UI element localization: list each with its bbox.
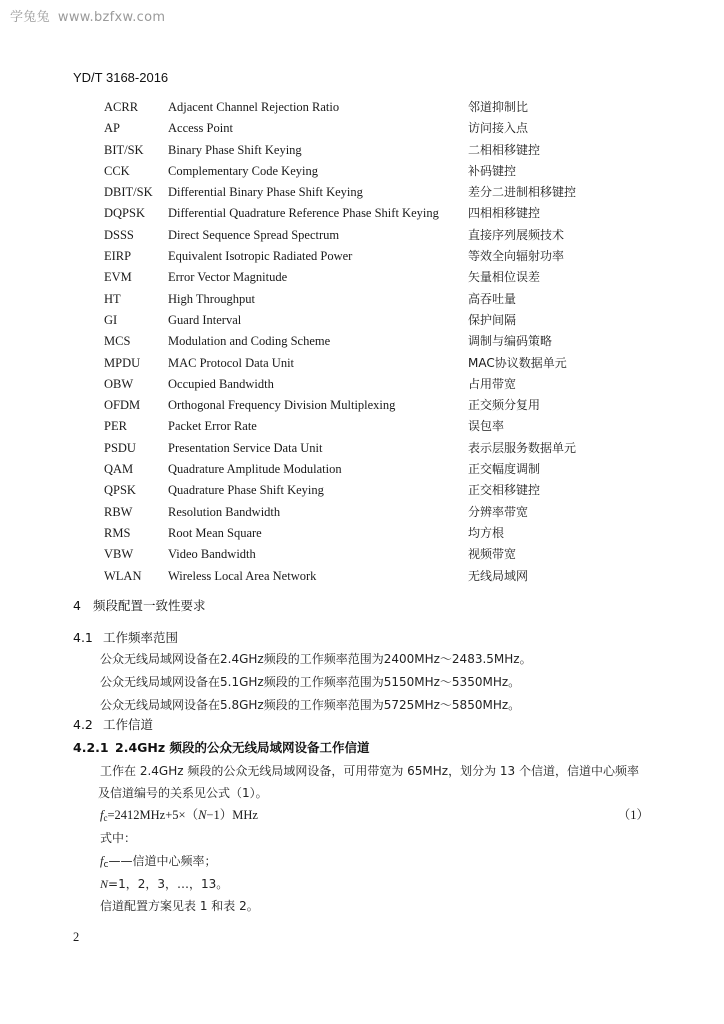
fc-symbol: f [100,854,104,868]
abbreviation-code: ACRR [104,100,139,114]
abbreviation-row [0,353,724,374]
frequency-range-line: 公众无线局域网设备在5.8GHz频段的工作频率范围为5725MHz～5850MHz。 [100,698,521,712]
abbreviation-row [0,395,724,416]
abbreviation-row [0,544,724,565]
abbreviation-code: DQPSK [104,206,145,221]
abbreviation-code: GI [104,312,118,327]
abbreviation-chinese: 补码键控 [468,163,517,178]
section-4-2-1-heading [73,738,370,756]
abbreviation-row [0,161,724,182]
abbreviation-row [0,140,724,161]
abbreviation-chinese: MAC协议数据单元 [468,355,567,370]
abbreviation-row [0,502,724,523]
abbreviation-code: CCK [104,163,130,178]
abbreviation-row [0,246,724,267]
abbreviation-english: Resolution Bandwidth [168,504,281,519]
abbreviation-code: DSSS [104,227,134,242]
watermark [10,6,165,25]
paragraph-line: 工作在 2.4GHz 频段的公众无线局域网设备，可用带宽为 65MHz，划分为 13 个信道，信道中心频率 [100,764,639,778]
page-number: 2 [73,930,80,944]
abbreviation-chinese: 占用带宽 [468,376,517,391]
section-title: 频段配置一致性要求 [93,598,206,613]
abbreviation-row [0,267,724,288]
formula-f: f [100,808,104,822]
abbreviation-code: PER [104,419,127,434]
abbreviation-code: AP [104,121,120,136]
abbreviation-english: Wireless Local Area Network [168,568,317,583]
abbreviation-english: Quadrature Amplitude Modulation [168,462,342,477]
abbreviation-chinese: 无线局域网 [468,568,529,583]
abbreviation-chinese: 分辨率带宽 [468,504,529,519]
formula-part: −1）MHz [206,808,258,822]
abbreviation-row [0,182,724,203]
abbreviation-code: DBIT/SK [104,185,153,200]
abbreviation-row [0,289,724,310]
abbreviation-english: Presentation Service Data Unit [168,440,323,455]
abbreviation-english: Quadrature Phase Shift Keying [168,483,324,498]
formula-subscript: c [103,813,108,823]
abbreviation-chinese: 正交频分复用 [468,398,541,413]
section-title: 工作信道 [103,717,154,732]
abbreviation-code: WLAN [104,568,142,583]
equation-number: （1） [617,808,649,822]
frequency-range-line: 公众无线局域网设备在2.4GHz频段的工作频率范围为2400MHz～2483.5MHz。 [100,652,532,666]
document-code-header: YD/T 3168-2016 [73,70,169,85]
abbreviation-row [0,310,724,331]
fc-subscript: c [103,860,109,870]
abbreviation-row [0,225,724,246]
abbreviation-row [0,374,724,395]
abbreviation-english: Video Bandwidth [168,547,256,562]
section-number: 4 [73,598,81,613]
abbreviation-row [0,566,724,587]
watermark-brand: 学兔兔 [10,10,50,25]
abbreviation-english: Direct Sequence Spread Spectrum [168,227,340,242]
abbreviation-code: EIRP [104,249,132,264]
watermark-url: www.bzfxw.com [57,10,166,25]
abbreviation-row [0,438,724,459]
abbreviation-row [0,331,724,352]
abbreviation-row [0,523,724,544]
abbreviation-english: High Throughput [168,291,255,306]
abbreviation-chinese: 保护间隔 [468,312,517,327]
abbreviation-code: RBW [104,504,133,519]
abbreviation-chinese: 均方根 [468,525,505,540]
channel-paragraph [100,760,650,804]
abbreviation-english: Error Vector Magnitude [168,270,288,285]
abbreviation-chinese: 调制与编码策略 [468,334,553,349]
section-number: 4.2.1 [73,740,109,755]
abbreviation-list [0,97,724,587]
abbreviation-english: Packet Error Rate [168,419,257,434]
channel-config-reference: 信道配置方案见表 1 和表 2。 [100,899,259,913]
section-4-2-heading [73,715,153,733]
abbreviation-code: QAM [104,462,134,477]
abbreviation-chinese: 高吞吐量 [468,291,517,306]
abbreviation-chinese: 差分二进制相移键控 [468,185,577,200]
section-title: 工作频率范围 [103,630,179,645]
fc-text: ——信道中心频率； [108,854,217,868]
abbreviation-chinese: 视频带宽 [468,547,517,562]
abbreviation-code: HT [104,291,121,306]
section-number: 4.1 [73,630,93,645]
abbreviation-row [0,480,724,501]
paragraph-line: 及信道编号的关系见公式（1）。 [98,786,268,800]
abbreviation-english: Occupied Bandwidth [168,376,274,391]
formula-part: =2412MHz+5×（ [107,808,199,822]
abbreviation-row [0,203,724,224]
abbreviation-code: PSDU [104,440,136,455]
abbreviation-english: Guard Interval [168,312,242,327]
abbreviation-code: OBW [104,376,134,391]
where-label: 式中： [100,831,137,845]
section-title: 2.4GHz 频段的公众无线局域网设备工作信道 [115,740,370,755]
abbreviation-code: OFDM [104,398,141,413]
section-number: 4.2 [73,717,93,732]
abbreviation-english: MAC Protocol Data Unit [168,355,295,370]
abbreviation-english: Modulation and Coding Scheme [168,334,331,349]
abbreviation-chinese: 等效全向辐射功率 [468,249,565,264]
abbreviation-chinese: 四相相移键控 [468,206,541,221]
abbreviation-chinese: 访问接入点 [468,121,529,136]
abbreviation-row [0,459,724,480]
channel-formula [100,805,258,823]
abbreviation-english: Orthogonal Frequency Division Multiplexing [168,398,396,413]
abbreviation-english: Equivalent Isotropic Radiated Power [168,249,353,264]
abbreviation-code: EVM [104,270,132,285]
abbreviation-code: MPDU [104,355,141,370]
abbreviation-code: BIT/SK [104,142,144,157]
abbreviation-english: Differential Binary Phase Shift Keying [168,185,363,200]
section-4-1-heading [73,628,178,646]
abbreviation-english: Differential Quadrature Reference Phase Shift Keying [168,206,439,221]
n-symbol: N [100,877,109,891]
abbreviation-code: VBW [104,547,134,562]
n-definition [100,875,228,892]
abbreviation-english: Binary Phase Shift Keying [168,142,302,157]
abbreviation-chinese: 正交相移键控 [468,483,541,498]
abbreviation-row [0,97,724,118]
abbreviation-english: Root Mean Square [168,525,262,540]
abbreviation-chinese: 直接序列展频技术 [468,227,565,242]
abbreviation-chinese: 正交幅度调制 [468,462,541,477]
section-4-heading [73,596,206,614]
abbreviation-code: QPSK [104,483,136,498]
abbreviation-row [0,118,724,139]
abbreviation-code: RMS [104,525,131,540]
n-text: =1，2，3，…，13。 [108,877,229,891]
abbreviation-chinese: 二相相移键控 [468,142,541,157]
abbreviation-english: Adjacent Channel Rejection Ratio [168,100,340,114]
abbreviation-chinese: 表示层服务数据单元 [468,440,577,455]
frequency-range-line: 公众无线局域网设备在5.1GHz频段的工作频率范围为5150MHz～5350MHz。 [100,675,521,689]
abbreviation-english: Access Point [168,121,233,136]
abbreviation-chinese: 误包率 [468,419,505,434]
abbreviation-code: MCS [104,334,131,349]
fc-definition [100,852,216,870]
abbreviation-chinese: 邻道抑制比 [468,100,529,114]
abbreviation-chinese: 矢量相位误差 [468,270,541,285]
abbreviation-row [0,416,724,437]
abbreviation-english: Complementary Code Keying [168,163,318,178]
formula-n: N [198,808,207,822]
